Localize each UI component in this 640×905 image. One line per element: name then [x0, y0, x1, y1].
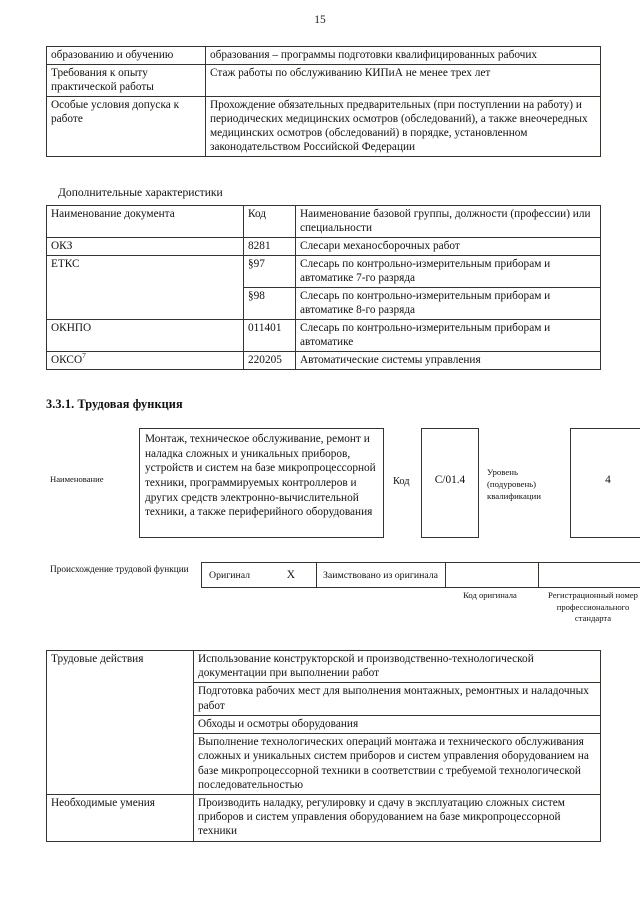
document-cell [47, 352, 244, 370]
name-cell: Слесари механосборочных работ [296, 238, 601, 256]
row-label: Требования к опыту практической работы [47, 65, 206, 97]
code-cell: §98 [244, 288, 296, 320]
group-item: Производить наладку, регулировку и сдачу в эксплуатацию сложных систем приборов и систем управления оборудованием на базе микропроцессорной техники [194, 794, 601, 841]
requirements-table-body [47, 47, 601, 157]
document-cell: ЕТКС [47, 256, 244, 320]
origin-registration-number-cell [538, 562, 640, 588]
table-row [47, 65, 601, 97]
origin-row [202, 562, 640, 588]
labor-function-code-box [421, 428, 479, 538]
section-heading: 3.3.1. Трудовая функция [46, 397, 183, 411]
additional-characteristics-table [46, 205, 601, 370]
code-cell: 220205 [244, 352, 296, 370]
group-item: Использование конструкторской и производственно-технологической документации при выполнении работ [194, 651, 601, 683]
group-item: Подготовка рабочих мест для выполнения монтажных, ремонтных и наладочных работ [194, 683, 601, 715]
document-cell: ОКЗ [47, 238, 244, 256]
row-value: Прохождение обязательных предварительных (при поступлении на работу) и периодических медицинских осмотров (обследований), а также внеочередных медицинских осмотров (обследований) в порядке, установленном законодательством Российской Федерации [206, 97, 601, 157]
name-cell: Слесарь по контрольно-измерительным приборам и автоматике [296, 320, 601, 352]
origin-registration-number-caption: Регистрационный номер профессионального стандарта [548, 590, 638, 624]
labor-function-code-value: C/01.4 [434, 474, 466, 486]
origin-block [46, 562, 638, 644]
page-number: 15 [314, 14, 326, 26]
footnote-marker: 7 [82, 351, 86, 361]
name-cell: Автоматические системы управления [296, 352, 601, 370]
qualification-level-box [570, 428, 640, 538]
row-value: Стаж работы по обслуживанию КИПиА не менее трех лет [206, 65, 601, 97]
origin-borrowed-cell: Заимствовано из оригинала [316, 562, 446, 588]
labor-function-name-value: Монтаж, техническое обслуживание, ремонт и наладка сложных и уникальных приборов, устройств и систем на базе микропроцессорной техники, программируемых контроллеров и других средств электронно-вычислительной техники, а также периферийного оборудования [139, 428, 384, 538]
table-row [47, 47, 601, 65]
table-row [47, 320, 601, 352]
labor-function-code-label: Код [393, 476, 410, 487]
group-label: Трудовые действия [47, 651, 194, 795]
row-value: образования – программы подготовки квалифицированных рабочих [206, 47, 601, 65]
code-cell: §97 [244, 256, 296, 288]
code-cell: 8281 [244, 238, 296, 256]
origin-original-label: Оригинал [209, 569, 251, 581]
origin-original-cell [201, 562, 317, 588]
requirements-table [46, 46, 601, 157]
table-row [47, 238, 601, 256]
group-item: Обходы и осмотры оборудования [194, 715, 601, 733]
table-row [47, 794, 601, 841]
table-row [47, 651, 601, 683]
name-cell: Слесарь по контрольно-измерительным приборам и автоматике 8-го разряда [296, 288, 601, 320]
document-cell-text: ОКСО [51, 354, 83, 366]
additional-characteristics-body [47, 238, 601, 370]
group-item: Выполнение технологических операций монтажа и технического обслуживания сложных и уникальных систем приборов и систем управления оборудованием на базе микропроцессорной техники в соответствии с требуемой технологической последовательностью [194, 734, 601, 795]
labor-function-name-label: Наименование [50, 474, 104, 484]
origin-original-mark: X [286, 569, 295, 581]
document-cell: ОКНПО [47, 320, 244, 352]
qualification-level-label: Уровень (подуровень) квалификации [487, 467, 541, 501]
column-header-name: Наименование базовой группы, должности (профессии) или специальности [296, 206, 601, 238]
table-row [47, 97, 601, 157]
table-header [47, 206, 601, 238]
origin-code-caption: Код оригинала [463, 590, 517, 600]
row-label: Особые условия допуска к работе [47, 97, 206, 157]
row-label: образованию и обучению [47, 47, 206, 65]
table-row [47, 256, 601, 288]
additional-characteristics-caption: Дополнительные характеристики [58, 186, 223, 199]
table-header-row [47, 206, 601, 238]
code-cell: 011401 [244, 320, 296, 352]
name-cell: Слесарь по контрольно-измерительным приборам и автоматике 7-го разряда [296, 256, 601, 288]
qualification-level-value: 4 [605, 474, 611, 486]
column-header-code: Код [244, 206, 296, 238]
origin-label: Происхождение трудовой функции [50, 565, 189, 575]
group-label: Необходимые умения [47, 794, 194, 841]
origin-code-cell [445, 562, 539, 588]
labor-function-block [46, 428, 611, 538]
labor-actions-body [47, 651, 601, 842]
column-header-document: Наименование документа [47, 206, 244, 238]
table-row [47, 352, 601, 370]
labor-actions-table [46, 650, 601, 842]
